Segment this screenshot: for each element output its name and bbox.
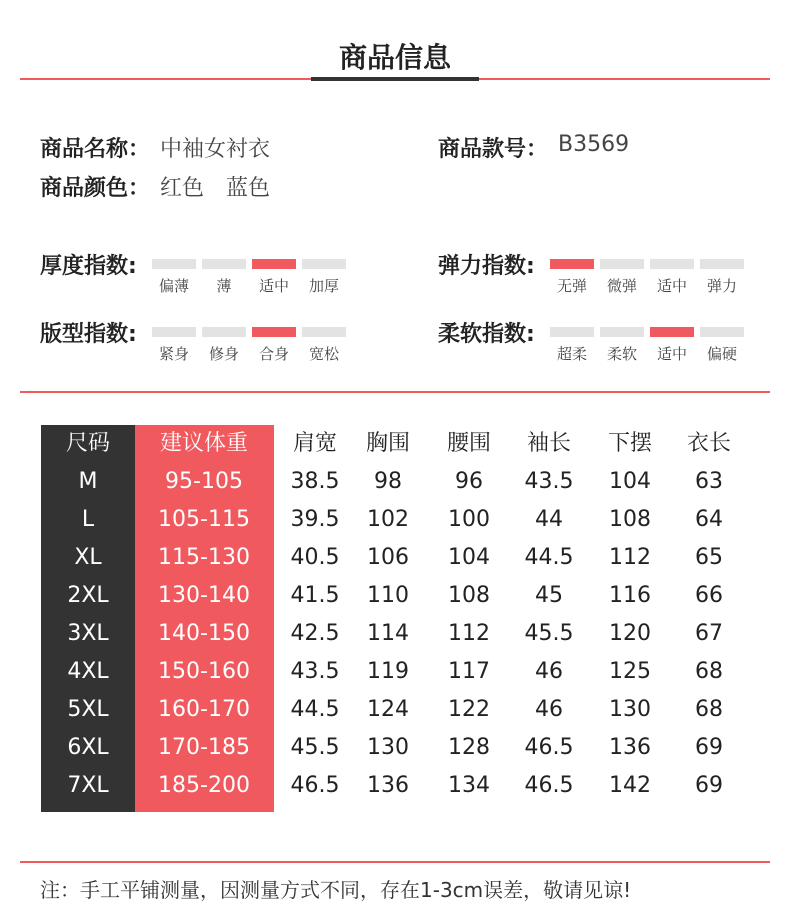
- cell-shoulder: 38.5: [290, 469, 340, 494]
- cell-sleeve: 46: [535, 697, 563, 722]
- cell-waist: 108: [448, 583, 490, 608]
- cell-chest: 110: [367, 583, 409, 608]
- cell-hem: 108: [609, 507, 651, 532]
- cell-size: 5XL: [67, 697, 109, 722]
- cell-size: 7XL: [67, 773, 109, 798]
- cell-length: 63: [695, 469, 723, 494]
- cell-shoulder: 45.5: [290, 735, 340, 760]
- cell-waist: 96: [455, 469, 483, 494]
- cell-waist: 104: [448, 545, 490, 570]
- scale-option-label: 紧身: [158, 345, 189, 363]
- softness-index-label: 柔软指数:: [438, 322, 535, 347]
- cell-waist: 100: [448, 507, 490, 532]
- scale-option-label: 偏硬: [706, 345, 737, 363]
- cell-sleeve: 44.5: [524, 545, 574, 570]
- product-name-value: 中袖女衬衣: [160, 137, 271, 162]
- cell-hem: 112: [609, 545, 651, 570]
- cell-waist: 134: [448, 773, 490, 798]
- cell-shoulder: 44.5: [290, 697, 340, 722]
- cell-weight: 185-200: [158, 773, 250, 798]
- cell-length: 64: [695, 507, 723, 532]
- section-title: 商品信息: [338, 41, 451, 74]
- header-length: 衣长: [686, 431, 731, 456]
- cell-chest: 124: [367, 697, 409, 722]
- cell-sleeve: 43.5: [524, 469, 574, 494]
- cell-sleeve: 46: [535, 659, 563, 684]
- cell-chest: 136: [367, 773, 409, 798]
- cell-chest: 98: [374, 469, 402, 494]
- cell-length: 69: [695, 735, 723, 760]
- footer-divider: [20, 861, 770, 863]
- cell-weight: 115-130: [158, 545, 250, 570]
- cell-hem: 130: [609, 697, 651, 722]
- cell-size: 3XL: [67, 621, 109, 646]
- cell-length: 68: [695, 697, 723, 722]
- scale-option-label: 适中: [258, 277, 289, 295]
- cell-shoulder: 46.5: [290, 773, 340, 798]
- cell-length: 67: [695, 621, 723, 646]
- cell-weight: 150-160: [158, 659, 250, 684]
- elasticity-index-label: 弹力指数:: [438, 254, 535, 279]
- fit-index-label: 版型指数:: [40, 322, 137, 347]
- cell-hem: 136: [609, 735, 651, 760]
- scale-option-label: 适中: [656, 345, 687, 363]
- cell-shoulder: 41.5: [290, 583, 340, 608]
- cell-weight: 160-170: [158, 697, 250, 722]
- header-chest: 胸围: [365, 431, 410, 456]
- cell-hem: 142: [609, 773, 651, 798]
- scale-option-label: 合身: [258, 345, 289, 363]
- scale-option-label: 修身: [208, 345, 239, 363]
- scale-option-label: 柔软: [606, 345, 637, 363]
- cell-shoulder: 39.5: [290, 507, 340, 532]
- scale-option-label: 超柔: [556, 345, 587, 363]
- cell-weight: 105-115: [158, 507, 250, 532]
- cell-size: 4XL: [67, 659, 109, 684]
- product-name-label: 商品名称：: [40, 137, 151, 162]
- cell-sleeve: 46.5: [524, 735, 574, 760]
- cell-chest: 130: [367, 735, 409, 760]
- scale-option-label: 薄: [216, 277, 232, 295]
- cell-length: 66: [695, 583, 723, 608]
- cell-size: 2XL: [67, 583, 109, 608]
- cell-hem: 116: [609, 583, 651, 608]
- cell-sleeve: 46.5: [524, 773, 574, 798]
- cell-weight: 130-140: [158, 583, 250, 608]
- cell-length: 65: [695, 545, 723, 570]
- cell-chest: 119: [367, 659, 409, 684]
- cell-chest: 114: [367, 621, 409, 646]
- header-size: 尺码: [65, 431, 110, 456]
- cell-sleeve: 44: [535, 507, 563, 532]
- cell-shoulder: 40.5: [290, 545, 340, 570]
- cell-size: XL: [74, 545, 102, 570]
- cell-size: 6XL: [67, 735, 109, 760]
- cell-shoulder: 42.5: [290, 621, 340, 646]
- product-color-value: 红色 蓝色: [160, 176, 271, 201]
- scale-option-label: 微弹: [606, 277, 637, 295]
- cell-weight: 95-105: [165, 469, 243, 494]
- scale-option-label: 偏薄: [158, 277, 189, 295]
- cell-waist: 122: [448, 697, 490, 722]
- header-hem: 下摆: [607, 431, 652, 456]
- cell-weight: 140-150: [158, 621, 250, 646]
- cell-hem: 125: [609, 659, 651, 684]
- cell-length: 68: [695, 659, 723, 684]
- header-weight: 建议体重: [159, 431, 248, 456]
- cell-chest: 102: [367, 507, 409, 532]
- scale-option-label: 宽松: [308, 345, 339, 363]
- header-waist: 腰围: [446, 431, 491, 456]
- cell-size: M: [78, 469, 98, 494]
- cell-sleeve: 45.5: [524, 621, 574, 646]
- header-shoulder: 肩宽: [292, 431, 337, 456]
- cell-waist: 128: [448, 735, 490, 760]
- cell-hem: 104: [609, 469, 651, 494]
- scale-option-label: 适中: [656, 277, 687, 295]
- product-color-label: 商品颜色：: [40, 176, 151, 201]
- cell-length: 69: [695, 773, 723, 798]
- scale-option-label: 无弹: [556, 277, 587, 295]
- cell-chest: 106: [367, 545, 409, 570]
- cell-size: L: [81, 507, 95, 532]
- cell-hem: 120: [609, 621, 651, 646]
- cell-waist: 112: [448, 621, 490, 646]
- scale-option-label: 弹力: [706, 277, 737, 295]
- product-sku-label: 商品款号：: [438, 137, 549, 162]
- cell-sleeve: 45: [535, 583, 563, 608]
- measurement-note: 注：手工平铺测量，因测量方式不同，存在1-3cm误差，敬请见谅!: [40, 878, 632, 902]
- scale-option-label: 加厚: [308, 277, 339, 295]
- cell-weight: 170-185: [158, 735, 250, 760]
- product-sku-value: B3569: [558, 132, 630, 157]
- cell-waist: 117: [448, 659, 490, 684]
- thickness-index-label: 厚度指数:: [40, 254, 137, 279]
- header-sleeve: 袖长: [526, 431, 571, 456]
- cell-shoulder: 43.5: [290, 659, 340, 684]
